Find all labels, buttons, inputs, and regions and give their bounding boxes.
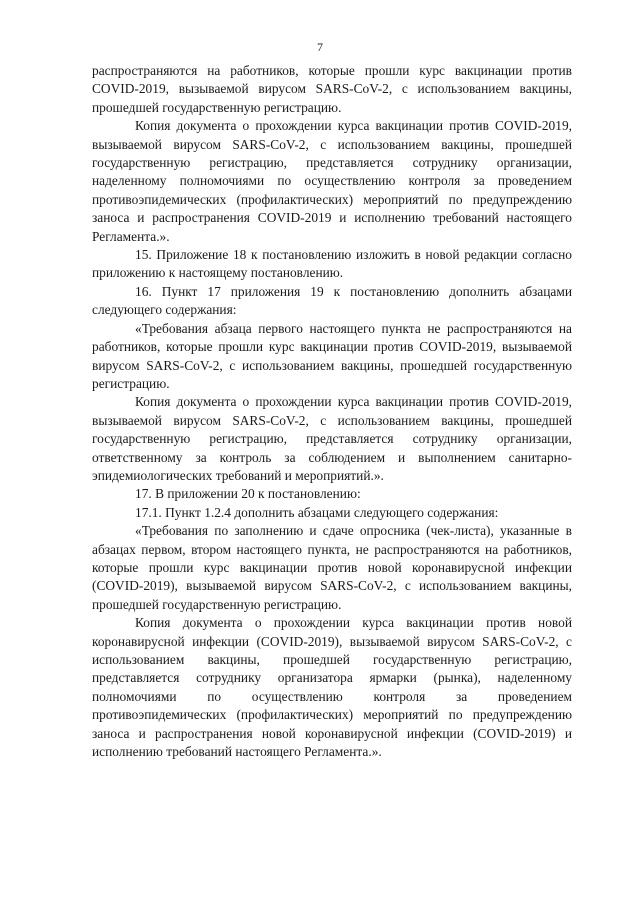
paragraph: распространяются на работников, которые прошли курс вакцинации против COVID-2019, вызываемой вирусом SARS-CoV-2, с использованием вакцины, прошедшей государственную регистрацию. [92,63,572,115]
paragraph: 17. В приложении 20 к постановлению: [135,486,361,502]
paragraph: «Требования абзаца первого настоящего пункта не распространяются на работников, которые прошли курс вакцинации против COVID-2019, вызываемой вирусом SARS-CoV-2, с использованием вакцины, прошедшей государственную регистрацию. [92,320,572,391]
paragraph: Копия документа о прохождении курса вакцинации против COVID-2019, вызываемой вирусом SARS-CoV-2, с использованием вакцины, прошедшей государственную регистрацию, представляется сотруднику организации, ответственному за контроль за соблюдением и выполнением санитарно-эпидемиологических требований и мероприятий.». [92,394,572,483]
document-body [92,62,572,761]
paragraph: Копия документа о прохождении курса вакцинации против новой коронавирусной инфекции (COVID-2019), вызываемой вирусом SARS-CoV-2, с использованием вакцины, прошедшей государственную регистрацию, представляется сотруднику организатора ярмарки (рынка), наделенному полномочиями по осуществлению контроля за проведением противоэпидемических (профилактических) мероприятий по предупреждению заноса и распространения новой коронавирусной инфекции (COVID-2019) и исполнению требований настоящего Регламента.». [92,615,572,760]
paragraph: 16. Пункт 17 приложения 19 к постановлению дополнить абзацами следующего содержания: [92,283,572,318]
page-number: 7 [317,40,323,54]
paragraph: Копия документа о прохождении курса вакцинации против COVID-2019, вызываемой вирусом SARS-CoV-2, с использованием вакцины, прошедшей государственную регистрацию, представляется сотруднику организации, наделенному полномочиями по осуществлению контроля за проведением противоэпидемических (профилактических) мероприятий по предупреждению заноса и распространения COVID-2019 и исполнению требований настоящего Регламента.». [92,118,572,244]
paragraph: 17.1. Пункт 1.2.4 дополнить абзацами следующего содержания: [135,504,499,520]
paragraph: «Требования по заполнению и сдаче опросника (чек-листа), указанные в абзацах первом, втором настоящего пункта, не распространяются на работников, которые прошли курс вакцинации против новой коронавирусной инфекции (COVID-2019), вызываемой вирусом SARS-CoV-2, с использованием вакцины, прошедшей государственную регистрацию. [92,523,572,612]
paragraph: 15. Приложение 18 к постановлению изложить в новой редакции согласно приложению к настоящему постановлению. [92,247,572,281]
